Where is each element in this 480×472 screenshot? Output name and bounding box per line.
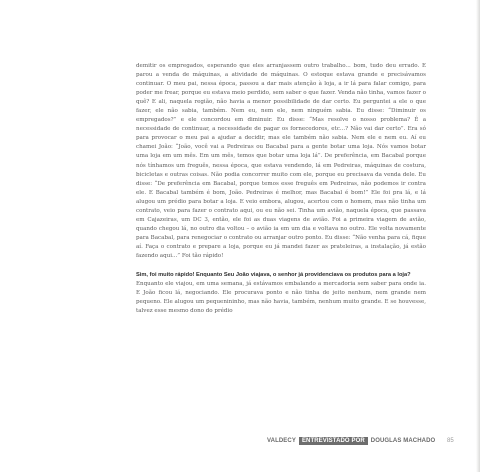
text-column [136,62,426,316]
page-edge-shadow [476,0,480,472]
body-paragraph: demitir os empregados, esperando que eles arranjassem outro trabalho... bom, tudo deu errado. E parou a venda de máquinas, a atividade de máquinas. O estoque estava grande e precisávamos continuar. O meu pai, nessa época, passou a dar mais atenção à loja, a ir lá para falar comigo, para poder me frear, porque eu estava meio perdido, sem saber o que fazer. Venda não tinha, vamos fazer o quê? E ali, naquela região, não havia a menor possibilidade de dar certo. Eu perguntei a ele o que fazer, ele não sabia, também. Nem eu, nem ele, nem ninguém sabia. Eu disse: “Diminuir os empregados?” e ele concordou em diminuir. Eu disse: “Mas resolve o nosso problema? É a necessidade de continuar, a necessidade de pagar os fornecedores, etc...? Não vai dar certo”. Era só para provocar o meu pai a ajudar a decidir, mas ele também não sabia. Nem ele e nem eu. Aí eu chamei João: “João, você vai a Pedreiras ou Bacabal para a gente botar uma loja. Nós vamos botar uma loja em um mês. Em um mês, temos que botar uma loja lá”. De preferência, em Bacabal porque nós tínhamos um freguês, nessa época, que estava vendendo, lá em Pedreiras, máquinas de costura, bicicletas e outras coisas. Não podia concorrer muito com ele, porque eu precisava da venda dele. Eu disse: “De preferência em Bacabal, porque temos esse freguês em Pedreiras, não podemos ir contra ele. E Bacabal também é bom, João. Pedreiras é melhor, mas Bacabal é bom!” Ele foi pra lá, e lá alugou um prédio para botar a loja. E veio embora, alugou, acertou com o homem, mas não tinha um contrato, veio para fazer o contrato aqui, ou eu não sei. Tinha um avião, naquela época, que passava em Cajazeiras, um DC 3, então, ele foi as duas viagens de avião. Foi a primeira viagem de avião, quando chegou lá, no outro dia voltou – o avião ia em um dia e voltava no outro. Ele volta novamente para Bacabal, para renegociar o contrato ou arranjar outro ponto. Eu disse: “Não venha para cá, fique aí. Faça o contrato e prepare a loja, porque eu já mandei fazer as prateleiras, a instalação, já estão fazendo aqui...” Foi tão rápido! [136,63,426,259]
running-footer [267,436,435,446]
page-number: 85 [447,438,454,444]
interview-answer: Enquanto ele viajou, em uma semana, já estávamos embalando a mercadoria sem saber para onde ia. E João ficou lá, negociando. Ele procurava ponto e não tinha de jeito nenhum, nem grande nem pequeno. Ele alugou um pequenininho, mas não havia, também, nenhum muito grande. E se houvesse, talvez esse mesmo dono do prédio [136,281,426,315]
footer-interviewee: VALDECY [267,438,296,444]
footer-tag: ENTREVISTADO POR [299,437,368,445]
footer-author: DOUGLAS MACHADO [370,438,436,444]
interview-question: Sim, foi muito rápido! Enquanto Seu João viajava, o senhor já providenciava os produtos para a loja? [136,272,411,279]
